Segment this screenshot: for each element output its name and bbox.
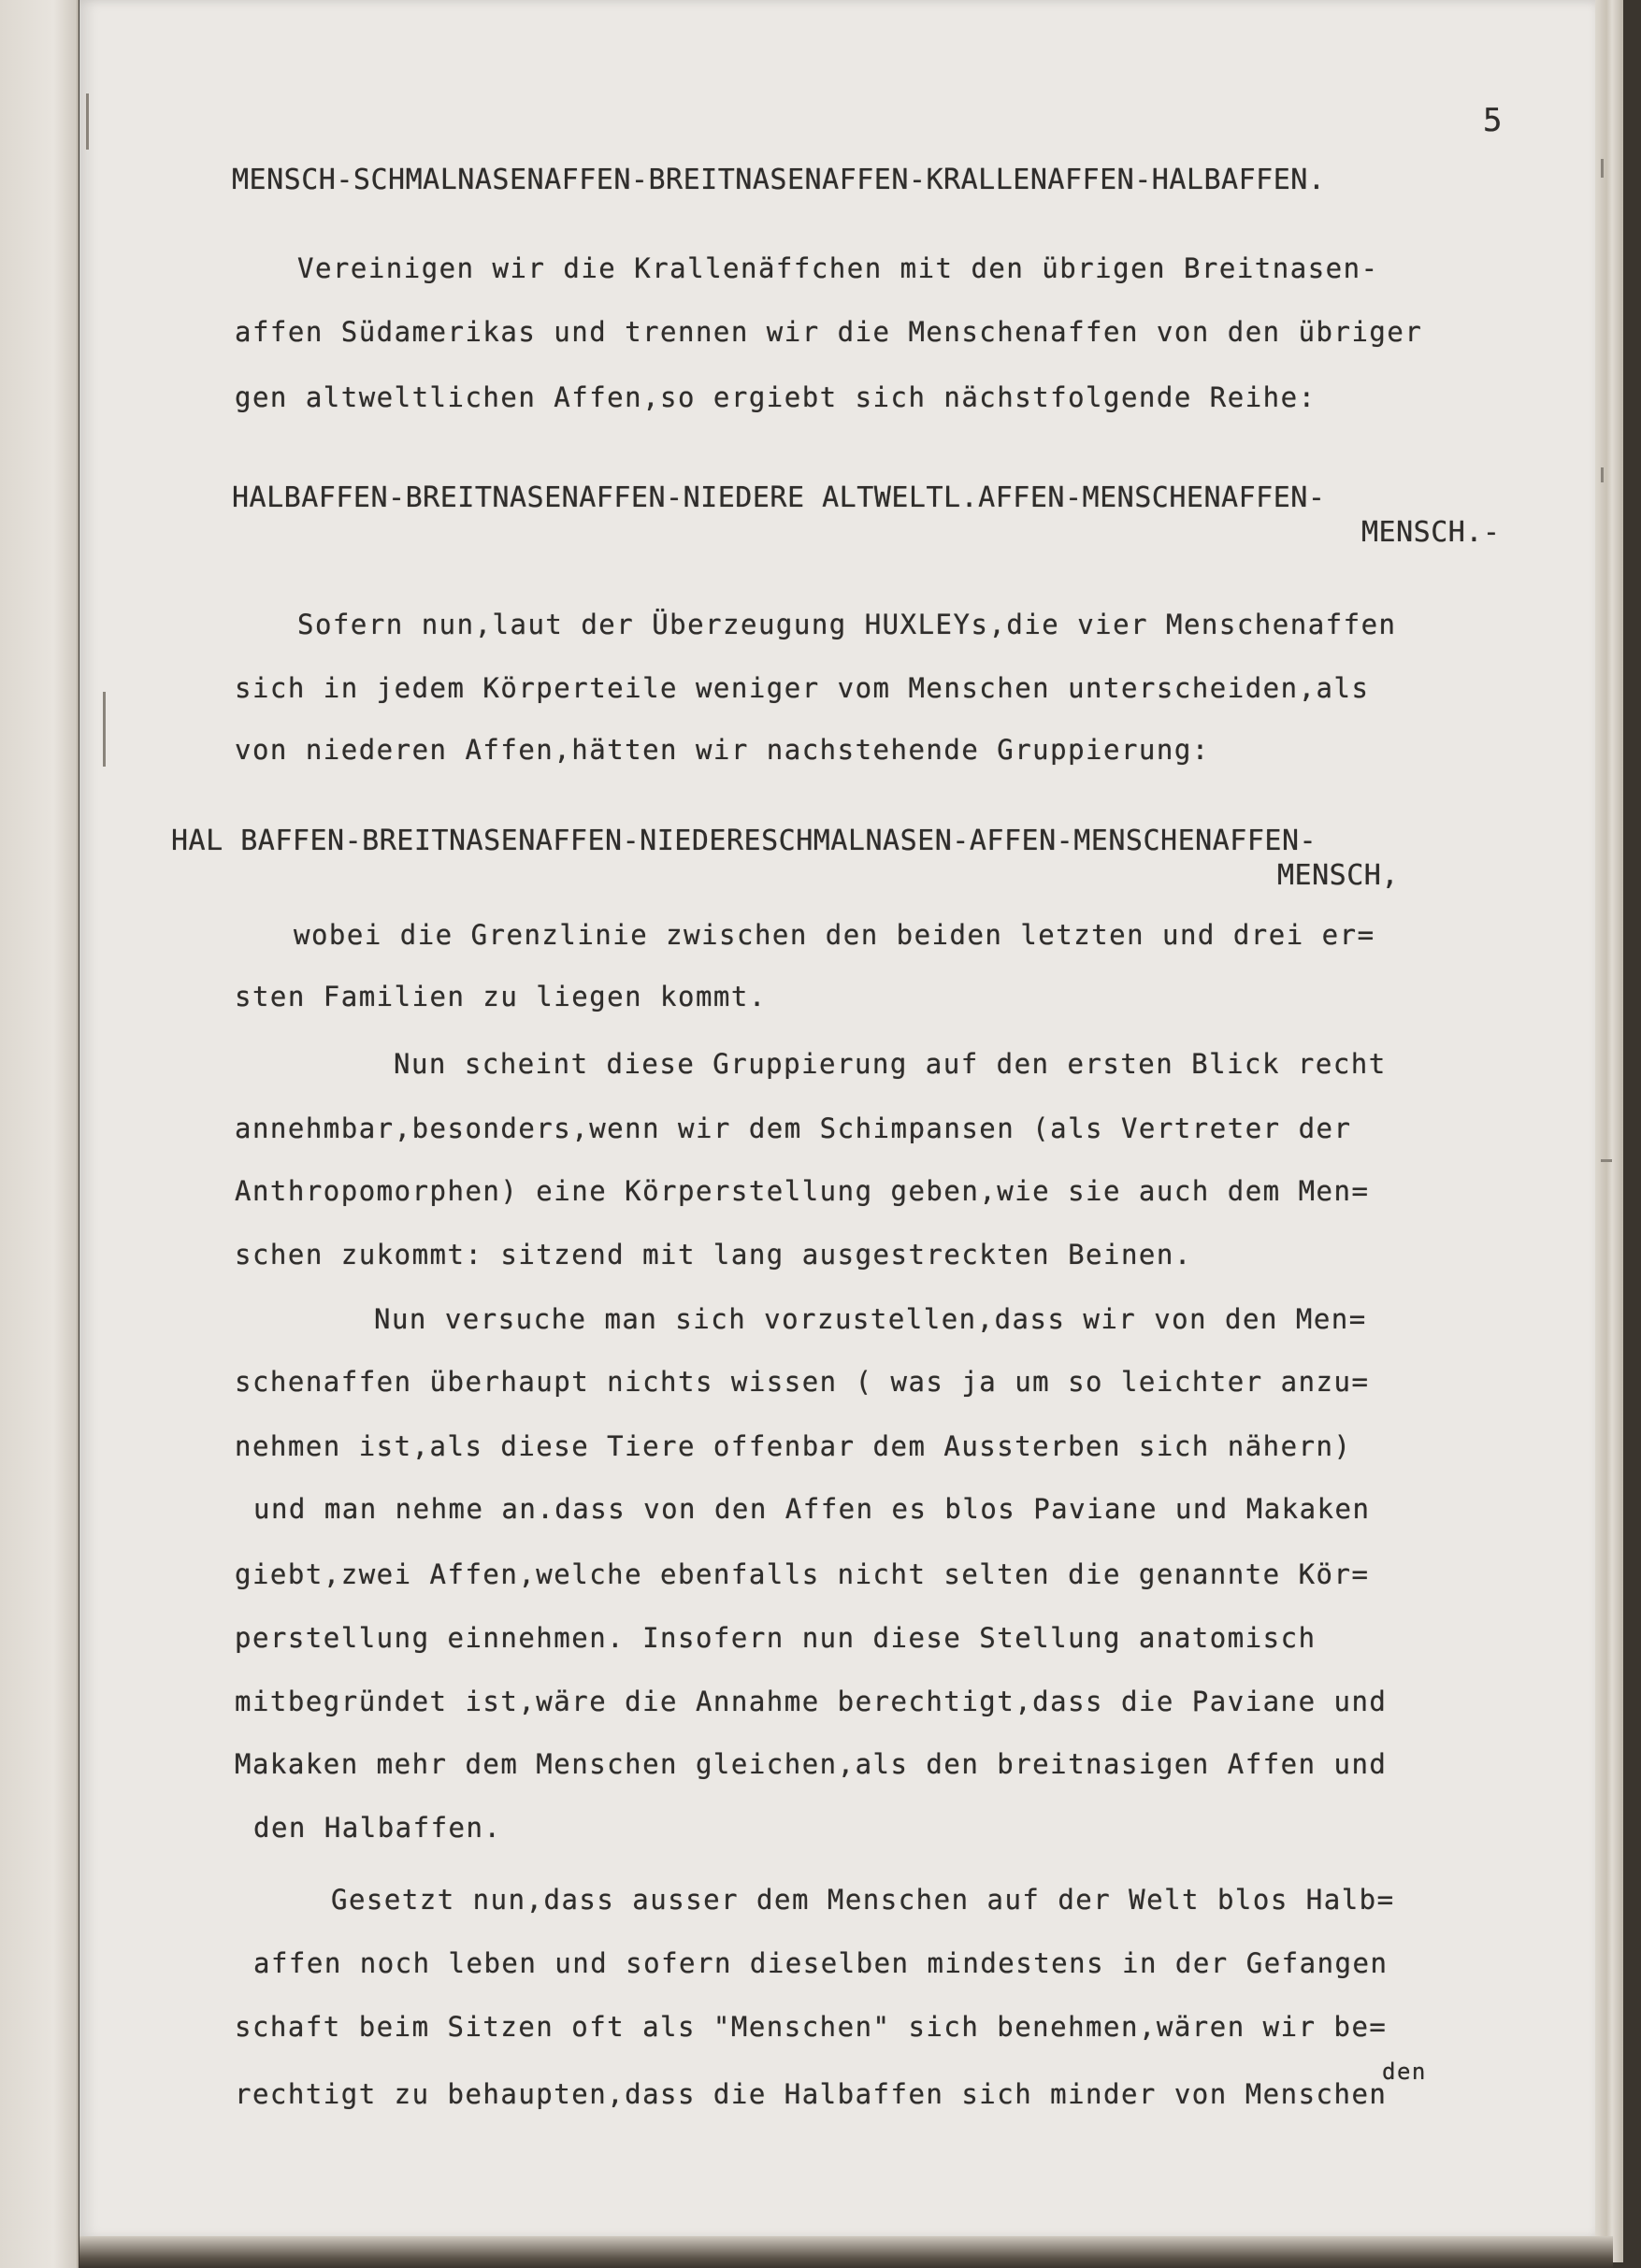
text-line: Makaken mehr dem Menschen gleichen,als den breitnasigen Affen und bbox=[235, 1748, 1388, 1780]
text-line: perstellung einnehmen. Insofern nun diese Stellung anatomisch bbox=[235, 1622, 1317, 1654]
page-bottom-edge bbox=[79, 2236, 1613, 2268]
text-line: und man nehme an.dass von den Affen es blos Paviane und Makaken bbox=[253, 1493, 1371, 1525]
sequence-line: HAL BAFFEN-BREITNASENAFFEN-NIEDERESCHMALNASEN-AFFEN-MENSCHENAFFEN- bbox=[171, 825, 1317, 857]
text-line: affen noch leben und sofern dieselben mindestens in der Gefangen bbox=[253, 1947, 1389, 1979]
text-line: Vereinigen wir die Krallenäffchen mit den übrigen Breitnasen- bbox=[297, 252, 1379, 284]
text-line: Anthropomorphen) eine Körperstellung geben,wie sie auch dem Men= bbox=[235, 1175, 1370, 1207]
text-line: affen Südamerikas und trennen wir die Menschenaffen von den übriger bbox=[235, 316, 1423, 348]
text-line: Gesetzt nun,dass ausser dem Menschen auf der Welt blos Halb= bbox=[331, 1884, 1395, 1916]
margin-mark bbox=[103, 692, 106, 767]
sequence-line: MENSCH.- bbox=[1361, 516, 1501, 549]
sequence-line: HALBAFFEN-BREITNASENAFFEN-NIEDERE ALTWELTL.AFFEN-MENSCHENAFFEN- bbox=[232, 481, 1326, 514]
text-line: rechtigt zu behaupten,dass die Halbaffen sich minder von Menschen bbox=[235, 2078, 1388, 2110]
page-number: 5 bbox=[1483, 102, 1503, 139]
text-line: Nun versuche man sich vorzustellen,dass wir von den Men= bbox=[374, 1303, 1367, 1335]
page-edge bbox=[1595, 0, 1623, 2262]
text-line: schaft beim Sitzen oft als "Menschen" sich benehmen,wären wir be= bbox=[235, 2011, 1388, 2043]
text-line: den Halbaffen. bbox=[253, 1812, 502, 1844]
text-line: mitbegründet ist,wäre die Annahme berechtigt,dass die Paviane und bbox=[235, 1686, 1388, 1717]
inserted-word: den bbox=[1382, 2059, 1427, 2085]
text-line: schen zukommt: sitzend mit lang ausgestreckten Beinen. bbox=[235, 1239, 1192, 1270]
text-line: Sofern nun,laut der Überzeugung HUXLEYs,die vier Menschenaffen bbox=[297, 609, 1397, 640]
text-line: gen altweltlichen Affen,so ergiebt sich nächstfolgende Reihe: bbox=[235, 381, 1317, 413]
margin-mark bbox=[1601, 467, 1604, 482]
binding-strip bbox=[0, 0, 79, 2268]
margin-mark bbox=[1601, 1159, 1612, 1162]
text-line: sich in jedem Körperteile weniger vom Menschen unterscheiden,als bbox=[235, 672, 1370, 704]
text-line: annehmbar,besonders,wenn wir dem Schimpansen (als Vertreter der bbox=[235, 1112, 1352, 1144]
text-line: sten Familien zu liegen kommt. bbox=[235, 981, 767, 1012]
text-line: giebt,zwei Affen,welche ebenfalls nicht selten die genannte Kör= bbox=[235, 1558, 1370, 1590]
text-line: von niederen Affen,hätten wir nachstehende Gruppierung: bbox=[235, 734, 1210, 766]
text-line: nehmen ist,als diese Tiere offenbar dem Aussterben sich nähern) bbox=[235, 1430, 1352, 1462]
margin-mark bbox=[1601, 159, 1604, 178]
text-line: wobei die Grenzlinie zwischen den beiden letzten und drei er= bbox=[294, 919, 1375, 951]
sequence-line: MENSCH, bbox=[1277, 859, 1399, 892]
text-line: Nun scheint diese Gruppierung auf den ersten Blick recht bbox=[394, 1048, 1387, 1080]
text-line: schenaffen überhaupt nichts wissen ( was ja um so leichter anzu= bbox=[235, 1366, 1370, 1398]
heading-sequence: MENSCH-SCHMALNASENAFFEN-BREITNASENAFFEN-KRALLENAFFEN-HALBAFFEN. bbox=[232, 164, 1326, 196]
margin-mark bbox=[86, 93, 89, 150]
